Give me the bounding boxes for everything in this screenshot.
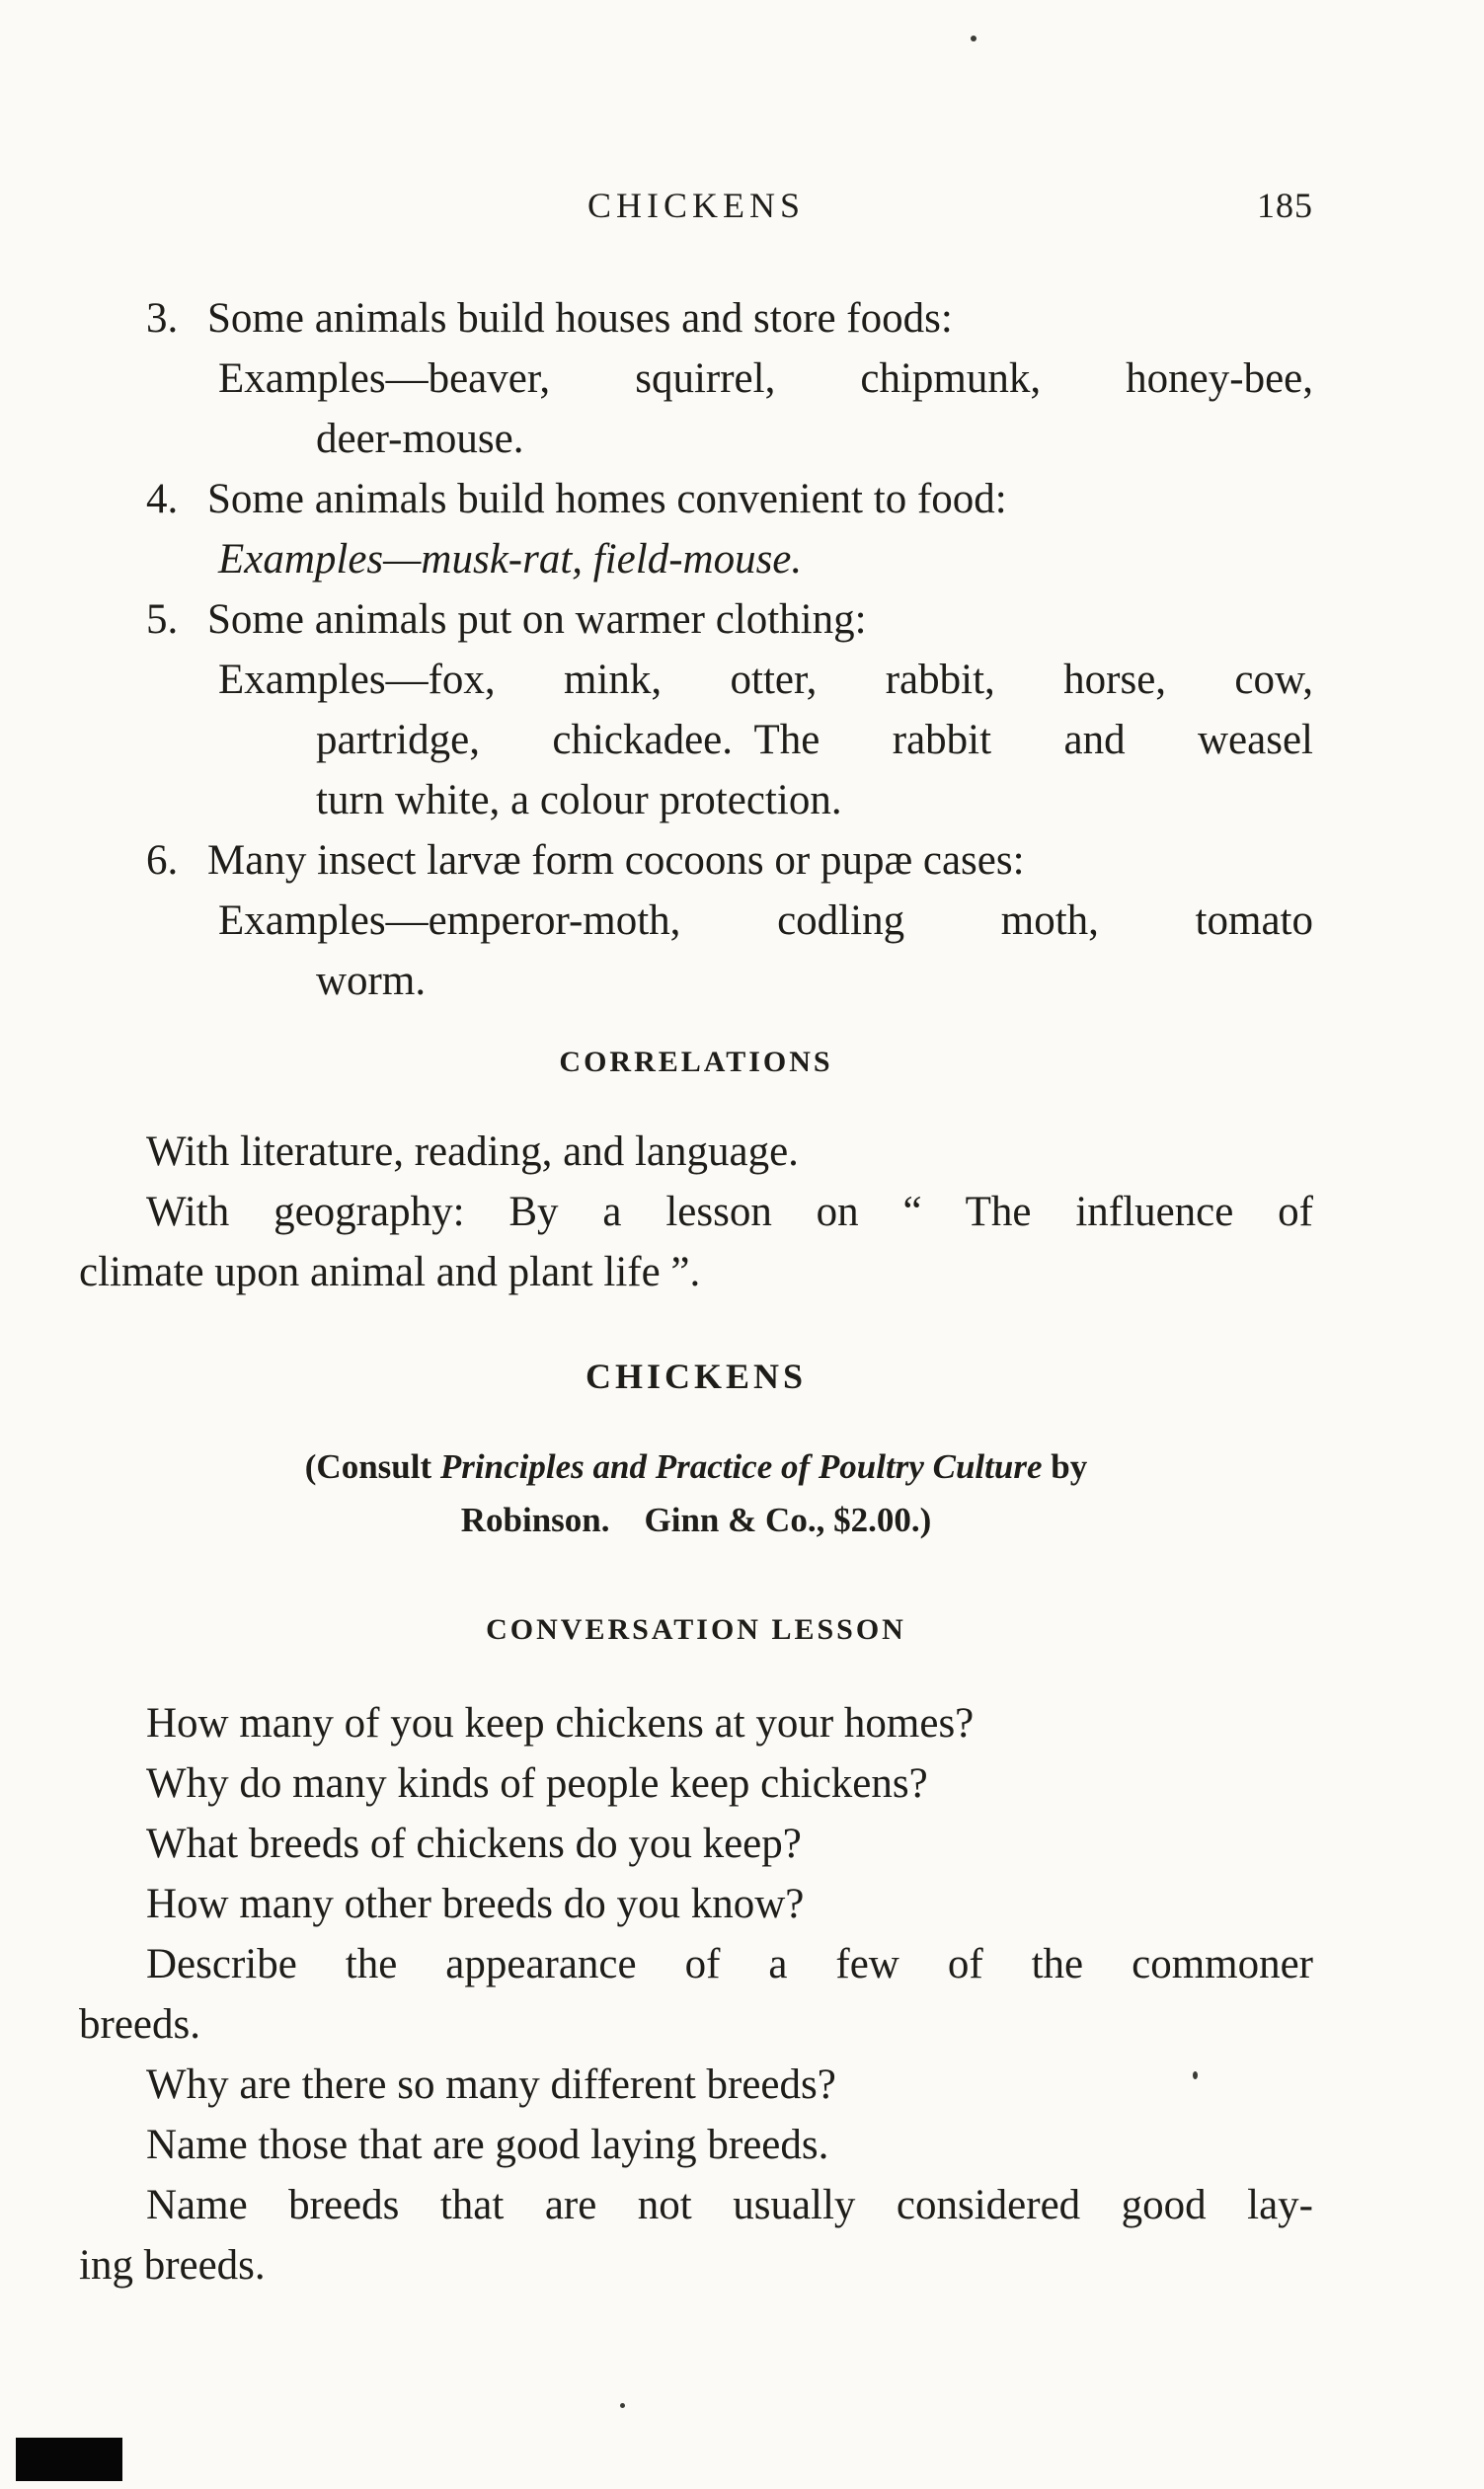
question-line: Why are there so many different breeds? [146,2061,836,2108]
question-line: How many other breeds do you know? [146,1881,805,1927]
scan-speck [1193,2071,1198,2079]
scan-speck [971,36,976,41]
list-item [79,469,1313,589]
paragraph-line: With literature, reading, and language. [146,1128,799,1175]
list-item-number: 6. [146,837,179,884]
section-heading-chickens: CHICKENS [585,1357,808,1396]
consult-prefix: (Consult [304,1447,440,1486]
correlations-section [79,1122,1313,1302]
example-line: worm. [316,958,427,1004]
list-item-number: 4. [146,476,179,522]
example-line: Examples—emperor-moth, codling moth, tomato [218,897,1313,944]
paragraph-line: With geography: By a lesson on “ The influence of [146,1189,1313,1235]
consult-suffix: by [1042,1447,1088,1486]
list-item-text: Some animals build houses and store foods: [207,295,953,342]
consult-note [79,1440,1313,1547]
numbered-list [79,288,1313,1011]
scan-speck [620,2403,625,2408]
question-line: Name breeds that are not usually considered good lay- [146,2182,1313,2228]
conversation-lesson-section [79,1693,1313,2295]
list-item-number: 5. [146,596,179,643]
running-head [79,184,1313,227]
question-line: ing breeds. [79,2242,266,2289]
example-line: turn white, a colour protection. [316,777,842,823]
example-line: deer-mouse. [316,416,524,462]
list-item-heading [146,288,1313,349]
question-line: How many of you keep chickens at your homes? [146,1700,975,1747]
book-title-italic: Principles and Practice of Poultry Culture [439,1447,1043,1486]
question-line: breeds. [79,2001,200,2048]
page-number: 185 [1257,186,1313,225]
consult-line [79,1440,1313,1494]
list-item-heading [146,469,1313,529]
section-heading-conversation-lesson: CONVERSATION LESSON [486,1613,906,1646]
list-item-text: Many insect larvæ form cocoons or pupæ cases: [207,837,1025,884]
example-line: Examples—musk-rat, field-mouse. [218,536,803,583]
question-line: Describe the appearance of a few of the commoner [146,1941,1313,1987]
example-line: partridge, chickadee. The rabbit and weasel [316,717,1313,763]
question-line: What breeds of chickens do you keep? [146,1821,802,1867]
list-item-number: 3. [146,295,179,342]
question-line: Name those that are good laying breeds. [146,2122,829,2168]
list-item-heading [146,830,1313,891]
example-line: Examples—fox, mink, otter, rabbit, horse, cow, [218,657,1313,703]
running-head-title: CHICKENS [586,186,806,225]
page-content [79,0,1313,2295]
section-heading-correlations: CORRELATIONS [559,1046,833,1078]
list-item [79,830,1313,1011]
list-item-text: Some animals build homes convenient to food: [207,476,1007,522]
paragraph-line: climate upon animal and plant life ”. [79,1249,701,1295]
list-item-heading [146,589,1313,650]
list-item-text: Some animals put on warmer clothing: [207,596,867,643]
list-item [79,589,1313,830]
scan-artifact-mark [16,2438,122,2481]
consult-line: Robinson. Ginn & Co., $2.00.) [460,1501,932,1539]
example-line: Examples—beaver, squirrel, chipmunk, honey-bee, [218,355,1313,402]
list-item [79,288,1313,469]
question-line: Why do many kinds of people keep chickens? [146,1760,928,1807]
